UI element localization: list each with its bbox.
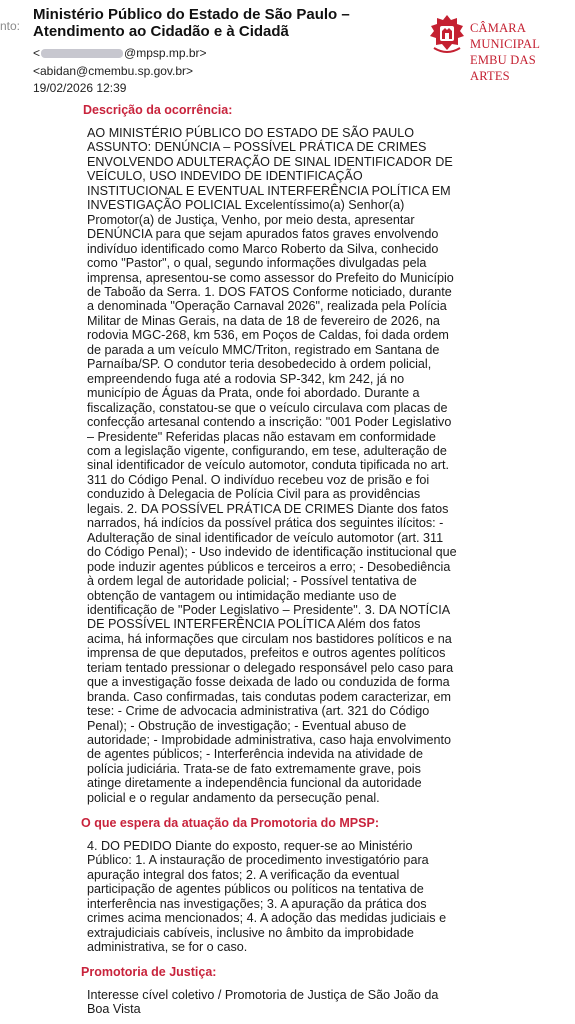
section-body-expectativa (87, 839, 561, 955)
logo-line-1: CÂMARA MUNICIPAL (470, 21, 541, 51)
body-line: pode induzir agentes públicos e terceiros a erro; - Desobediência (87, 559, 451, 574)
body-line: participação de agentes públicos ou políticos na tentativa de (87, 882, 424, 897)
section-body-promotoria (87, 988, 561, 1017)
body-line: Interesse cível coletivo / Promotoria de Justiça de São João da (87, 988, 439, 1002)
body-line: fiscalização, constatou-se que o veículo circulava com placas de (87, 400, 448, 415)
email-subject: Ministério Público do Estado de São Paulo – Atendimento ao Cidadão e à Cidadã (33, 6, 350, 40)
body-line: DENÚNCIA para que sejam apurados fatos graves envolvendo (87, 227, 439, 242)
body-line: de agentes públicos; - Interferência indevida na atividade de (87, 747, 424, 762)
body-line: tese: - Crime de advocacia administrativa (art. 321 do Código (87, 704, 430, 719)
body-line: ENVOLVENDO ADULTERAÇÃO DE SINAL IDENTIFICADOR DE (87, 154, 453, 169)
body-line: Público: 1. A instauração de procedimento investigatório para (87, 853, 429, 868)
body-line: como "Pastor", o qual, segundo informações divulgadas pela (87, 256, 427, 271)
body-line: imprensa, apresentou-se como assessor do Prefeito do Município (87, 270, 454, 285)
camara-logo (428, 10, 570, 83)
body-line: conduzido à Delegacia de Polícia Civil para as providências (87, 487, 421, 502)
logo-line-2: EMBU DAS ARTES (470, 53, 536, 83)
body-line: município de Águas da Prata, onde foi abordado. Durante a (87, 386, 420, 401)
body-line: atinge diretamente a independência funcional da autoridade (87, 776, 422, 791)
section-title-descricao: Descrição da ocorrência: (83, 103, 233, 117)
body-line: Adulteração de sinal identificador de veículo automotor (art. 311 (87, 530, 444, 545)
body-line: Promotor(a) de Justiça, Venho, por meio desta, apresentar (87, 212, 415, 227)
body-line: acima, há informações que circulam nos bastidores políticos e na (87, 631, 452, 646)
body-line: VEÍCULO, USO INDEVIDO DE IDENTIFICAÇÃO (87, 169, 363, 184)
body-line: administrativa, se for o caso. (87, 940, 248, 955)
body-line: legais. 2. DA POSSÍVEL PRÁTICA DE CRIMES Diante dos fatos (87, 501, 449, 516)
body-line: policial e o regular andamento da persecução penal. (87, 790, 380, 805)
body-line: à ordem legal de autoridade policial; - Possível tentativa de (87, 574, 417, 589)
body-line: que a investigação fosse deixada de lado ou conduzida de forma (87, 675, 450, 690)
sender-prefix: < (33, 46, 41, 60)
body-line: INSTITUCIONAL E EVENTUAL INTERFERÊNCIA POLÍTICA EM (87, 183, 451, 198)
recipient-address[interactable]: <abidan@cmembu.sp.gov.br> (33, 64, 194, 78)
body-line: AO MINISTÉRIO PÚBLICO DO ESTADO DE SÃO PAULO (87, 126, 415, 140)
email-date: 19/02/2026 12:39 (33, 81, 127, 95)
body-line: Parnaíba/SP. O condutor teria desobedecido à ordem policial, (87, 357, 432, 372)
body-line: confecção artesanal contendo a inscrição: "001 Poder Legislativo (87, 415, 452, 430)
sender-domain: @mpsp.mp.br> (124, 46, 207, 60)
section-body-descricao (87, 126, 561, 805)
body-line: branda. Caso confirmadas, tais condutas podem caracterizar, em (87, 689, 452, 704)
body-line: do Código Penal); - Uso indevido de identificação institucional que (87, 545, 457, 560)
body-line: interferência nas investigações; 3. A apuração da prática dos (87, 896, 427, 911)
section-title-promotoria: Promotoria de Justiça: (81, 965, 217, 979)
body-line: ASSUNTO: DENÚNCIA – POSSÍVEL PRÁTICA DE CRIMES (87, 140, 427, 155)
body-line: – Presidente" Referidas placas não estavam em conformidade (87, 429, 436, 444)
body-line: narrados, há indícios da possível prática dos seguintes ilícitos: - (87, 516, 444, 531)
body-line: de Taboão da Serra. 1. DOS FATOS Conforme noticiado, durante (87, 284, 452, 299)
body-line: sinal identificador de veículo automotor, conduta tipificada no art. (87, 458, 449, 473)
body-line: a denominada "Operação Carnaval 2026", realizada pela Polícia (87, 299, 447, 314)
body-line: identificação de "Poder Legislativo – Presidente". 3. DA NOTÍCIA (87, 602, 451, 617)
body-line: de parada a um veículo MMC/Triton, registrado em Santana de (87, 342, 440, 357)
body-line: indivíduo identificado como Marco Roberto da Silva, conhecido (87, 241, 439, 256)
body-line: Militar de Minas Gerais, na data de 18 de fevereiro de 2026, na (87, 313, 440, 328)
body-line: 311 do Código Penal. O indivíduo recebeu voz de prisão e foi (87, 472, 430, 487)
to-label: nto: (0, 19, 21, 33)
body-line: 4. DO PEDIDO Diante do exposto, requer-se ao Ministério (87, 839, 413, 853)
body-line: autoridade; - Improbidade administrativa, caso haja envolvimento (87, 733, 452, 748)
body-line: Boa Vista (87, 1002, 141, 1017)
body-line: com a legislação vigente, configurando, em tese, adulteração de (87, 443, 447, 458)
body-line: extrajudiciais cabíveis, inclusive no âmbito da improbidade (87, 925, 414, 940)
body-line: empreendendo fuga até a rodovia SP-342, km 242, já no (87, 371, 405, 386)
body-line: teriam tentado pressionar o delegado responsável pelo caso para (87, 660, 454, 675)
body-line: DE POSSÍVEL INTERFERÊNCIA POLÍTICA Além dos fatos (87, 617, 421, 632)
section-title-expectativa: O que espera da atuação da Promotoria do MPSP: (81, 816, 379, 830)
body-line: crimes acima mencionados; 4. A adoção das medidas judiciais e (87, 911, 447, 926)
redacted-name (41, 49, 123, 58)
city-seal-icon (428, 14, 466, 54)
body-line: rodovia MGC-268, km 536, em Poços de Caldas, foi dada ordem (87, 328, 449, 343)
body-line: imprensa de que deputados, prefeitos e outros agentes políticos (87, 646, 446, 661)
body-line: Penal); - Obstrução de investigação; - Eventual abuso de (87, 718, 407, 733)
body-line: polícia judiciária. Trata-se de fato extremamente grave, pois (87, 761, 421, 776)
body-line: obtenção de vantagem ou intimidação mediante uso de (87, 588, 397, 603)
body-line: INVESTIGAÇÃO POLICIAL Excelentíssimo(a) Senhor(a) (87, 198, 405, 213)
sender-address[interactable] (33, 46, 207, 60)
body-line: apuração integral dos fatos; 2. A verificação da eventual (87, 867, 400, 882)
